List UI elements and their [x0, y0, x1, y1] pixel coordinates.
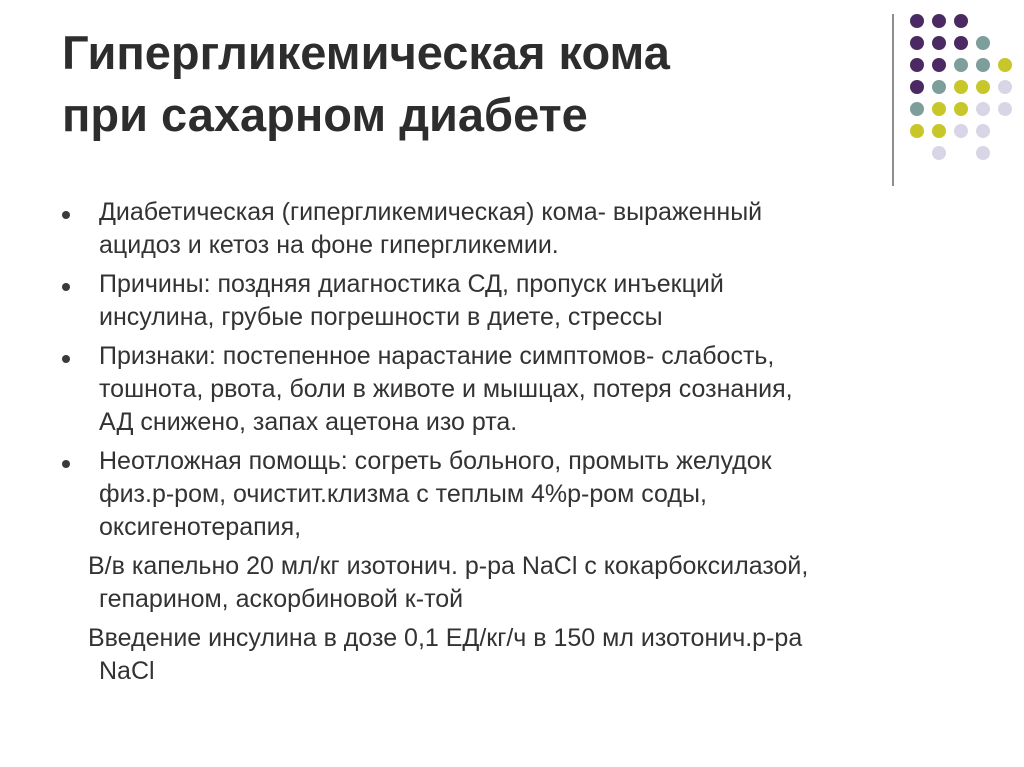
decorative-dot	[976, 146, 990, 160]
decorative-dot	[954, 14, 968, 28]
bullet-item-causes	[60, 268, 960, 334]
bullet-dot-icon	[62, 460, 70, 468]
decorative-dot	[976, 58, 990, 72]
decorative-dot	[932, 36, 946, 50]
decorative-dot	[932, 14, 946, 28]
decorative-dot	[910, 58, 924, 72]
bullet-text-line: Причины: поздняя диагностика СД, пропуск инъекций	[99, 270, 724, 298]
bullet-dot-icon	[62, 283, 70, 291]
bullet-text-line: физ.р-ром, очистит.клизма с теплым 4%р-ром соды,	[99, 480, 707, 508]
bullet-item-definition	[60, 196, 960, 262]
decorative-dot	[976, 102, 990, 116]
continuation-text-line: гепарином, аскорбиновой к-той	[99, 585, 464, 613]
decorative-dot	[932, 124, 946, 138]
decorative-dot	[954, 80, 968, 94]
decorative-dot	[954, 102, 968, 116]
bullet-item-signs	[60, 340, 960, 439]
bullet-text-line: Признаки: постепенное нарастание симптомов- слабость,	[99, 342, 775, 370]
bullet-text-line: ацидоз и кетоз на фоне гипергликемии.	[99, 231, 559, 259]
decorative-dot	[976, 36, 990, 50]
decorative-dot	[932, 58, 946, 72]
title-line-1: Гипергликемическая кома	[62, 26, 670, 79]
bullet-text-line: Диабетическая (гипергликемическая) кома- выраженный	[99, 198, 763, 226]
decorative-dot	[932, 102, 946, 116]
decorative-dot	[976, 124, 990, 138]
decorative-dot	[954, 36, 968, 50]
bullet-dot-icon	[62, 211, 70, 219]
continuation-text-line: Введение инсулина в дозе 0,1 ЕД/кг/ч в 150 мл изотонич.р-ра	[88, 624, 803, 652]
decorative-dot	[998, 80, 1012, 94]
decorative-dot	[954, 58, 968, 72]
bullet-text-line: оксигенотерапия,	[99, 513, 302, 541]
bullet-text-line: АД снижено, запах ацетона изо рта.	[99, 408, 518, 436]
decorative-dot	[998, 58, 1012, 72]
decorative-dot	[932, 80, 946, 94]
title-divider	[892, 14, 894, 186]
decorative-dot	[932, 146, 946, 160]
bullet-text-line: тошнота, рвота, боли в животе и мышцах, потеря сознания,	[99, 375, 793, 403]
bullet-text-line: инсулина, грубые погрешности в диете, стрессы	[99, 303, 663, 331]
decorative-dot	[954, 124, 968, 138]
decorative-dot	[910, 14, 924, 28]
continuation-insulin	[60, 622, 960, 688]
continuation-text-line: NaCl	[99, 657, 155, 685]
continuation-iv-infusion	[60, 550, 960, 616]
decorative-dot	[910, 102, 924, 116]
decorative-dot	[998, 102, 1012, 116]
bullet-item-emergency-care	[60, 445, 960, 544]
continuation-text-line: В/в капельно 20 мл/кг изотонич. р-ра NaCl с кокарбоксилазой,	[88, 552, 809, 580]
decorative-dot	[910, 80, 924, 94]
bullet-text-line: Неотложная помощь: согреть больного, промыть желудок	[99, 447, 772, 475]
decorative-dot	[910, 124, 924, 138]
dot-pattern-decoration	[900, 8, 1024, 168]
decorative-dot	[910, 36, 924, 50]
bullet-dot-icon	[62, 355, 70, 363]
title-line-2: при сахарном диабете	[62, 88, 588, 141]
bullet-list	[60, 196, 960, 694]
slide-title	[62, 22, 862, 146]
decorative-dot	[976, 80, 990, 94]
